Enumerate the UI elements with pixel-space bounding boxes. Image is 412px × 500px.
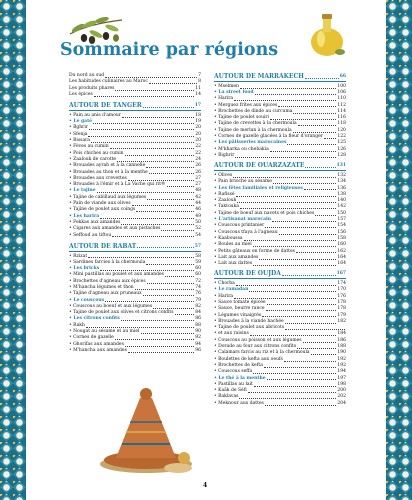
toc-entry-page: 79 — [195, 297, 201, 303]
toc-entry-page: 150 — [337, 210, 346, 216]
toc-entry-page: 20 — [195, 138, 201, 144]
toc-leader-dots — [305, 78, 339, 79]
toc-entry-page: 179 — [337, 312, 346, 318]
toc-entry-label: • Rakh — [69, 322, 85, 328]
toc-entry-label: Les habitudes culinaires au Maroc — [69, 79, 148, 85]
section-heading — [69, 243, 201, 250]
toc-entry-page: 92 — [195, 335, 201, 341]
toc-entry-page: 59 — [195, 259, 201, 265]
section-heading — [214, 73, 346, 80]
toc-entry-page: 52 — [195, 226, 201, 232]
toc-entry-label: • Tajine de cabillaud aux légumes — [69, 194, 147, 200]
toc-entry-page: 50 — [195, 219, 201, 225]
toc-leader-dots — [282, 275, 336, 276]
toc-leader-dots — [135, 289, 195, 290]
toc-entry-label: • Fekkas aux amandes — [69, 219, 121, 225]
toc-entry-page: 82 — [195, 303, 201, 309]
toc-entry-page: 118 — [337, 121, 346, 127]
toc-leader-dots — [305, 167, 335, 168]
toc-leader-dots — [240, 208, 336, 209]
toc-leader-dots — [278, 106, 336, 107]
toc-leader-dots — [248, 392, 337, 393]
toc-leader-dots — [91, 142, 194, 143]
toc-entry-label: • et aux raisins — [214, 331, 249, 337]
toc-leader-dots — [115, 90, 194, 91]
toc-entry-page: 198 — [337, 381, 346, 387]
page-number: 4 — [203, 482, 208, 489]
toc-leader-dots — [250, 335, 337, 336]
toc-leader-dots — [161, 230, 194, 231]
toc-entry-page: 125 — [337, 140, 346, 146]
toc-entry-label: • Sardines farcies à la chermoula — [69, 259, 146, 265]
toc-leader-dots — [121, 224, 194, 225]
toc-entry-page: 11 — [195, 85, 201, 91]
toc-entry-page: 138 — [337, 191, 346, 197]
toc-entry-page: 26 — [195, 163, 201, 169]
toc-entry-label: • M'kharka ou chebakia — [214, 146, 269, 152]
toc-leader-dots — [112, 236, 194, 237]
toc-leader-dots — [110, 148, 195, 149]
toc-entry-label: • Brochettes d'agneau aux épices — [69, 278, 146, 284]
toc-entry-page: 112 — [337, 102, 346, 108]
toc-leader-dots — [88, 136, 194, 137]
toc-entry-label: • Cigares aux amandes et aux pistaches — [69, 226, 161, 232]
section-heading-label: AUTOUR DE MARRAKECH — [214, 72, 304, 80]
toc-entry-label: • Pastillas au lait — [214, 381, 253, 387]
section-heading-label: AUTOUR DE TANGER — [69, 101, 142, 109]
page-title: Sommaire par régions — [60, 40, 279, 60]
toc-entry-label: • Le tajine — [69, 188, 96, 194]
toc-left-column — [69, 73, 201, 354]
toc-entry-page: 114 — [337, 108, 346, 114]
section-heading-label: AUTOUR DE RABAT — [69, 242, 137, 250]
toc-entry-page: 184 — [337, 331, 346, 337]
toc-entry-label: • L'artisanat marocain — [214, 217, 272, 223]
toc-leader-dots — [285, 323, 337, 324]
toc-entry-label: Les produits phares — [69, 85, 115, 91]
toc-entry-label: • Cornes de gazelle — [69, 335, 114, 341]
toc-entry-label: • Bighrir — [214, 152, 235, 158]
toc-leader-dots — [237, 202, 336, 203]
toc-entry-page: 186 — [337, 337, 346, 343]
toc-entry-page: 126 — [337, 146, 346, 152]
toc-entry-page: 190 — [337, 350, 346, 356]
toc-leader-dots — [266, 310, 337, 311]
toc-leader-dots — [239, 398, 336, 399]
toc-leader-dots — [284, 361, 337, 362]
toc-entry-page: 27 — [195, 182, 201, 188]
section-rule — [69, 110, 201, 111]
toc-entry-label: • Baklavas — [214, 394, 239, 400]
toc-entry-page: 158 — [337, 235, 346, 241]
section-heading — [214, 162, 346, 169]
toc-entry-page: 156 — [337, 229, 346, 235]
toc-entry-page: 72 — [195, 278, 201, 284]
section-heading-page: 57 — [194, 243, 201, 249]
toc-entry-page: 142 — [337, 204, 346, 210]
toc-entry-label: • Harira — [214, 96, 234, 102]
toc-entry-label: • Dorade au four aux citrons confits — [214, 344, 297, 350]
toc-leader-dots — [88, 257, 194, 258]
toc-entry-page: 76 — [195, 291, 201, 297]
toc-leader-dots — [298, 125, 337, 126]
toc-entry-label: • Seffoud au tiftou — [69, 232, 112, 238]
toc-leader-dots — [311, 354, 337, 355]
toc-entry-label: • Brouades aux crevettes — [69, 175, 127, 181]
toc-entry-label: • Le couscous — [69, 297, 105, 303]
toc-leader-dots — [293, 113, 336, 114]
toc-entry-label: • Olives — [214, 172, 233, 178]
toc-entry-label: • Taktouka — [214, 204, 239, 210]
toc-entry-page: 74 — [195, 284, 201, 290]
toc-leader-dots — [137, 247, 193, 248]
toc-entry-label: • Tajine d'agneau aux pruneaux — [69, 291, 142, 297]
toc-entry-label: • Les citrons confits — [69, 316, 120, 322]
toc-leader-dots — [287, 144, 336, 145]
toc-leader-dots — [125, 346, 194, 347]
toc-entry — [69, 348, 201, 354]
toc-entry-page: 20 — [195, 131, 201, 137]
toc-leader-dots — [175, 314, 195, 315]
toc-leader-dots — [115, 339, 194, 340]
toc-entry-page: 170 — [337, 287, 346, 293]
toc-leader-dots — [167, 186, 195, 187]
toc-entry-label: • Tajine de poulet aux coings — [69, 207, 136, 213]
toc-leader-dots — [117, 161, 194, 162]
section-rule — [214, 278, 346, 279]
toc-entry-page: 154 — [337, 223, 346, 229]
toc-entry-page: 174 — [337, 281, 346, 287]
toc-leader-dots — [234, 100, 336, 101]
toc-entry-label: • Les fêtes familiales et religieuses — [214, 185, 303, 191]
toc-leader-dots — [121, 320, 195, 321]
toc-leader-dots — [244, 240, 337, 241]
toc-leader-dots — [125, 155, 195, 156]
toc-entry-label: • Sauce, beurre rance — [214, 306, 265, 312]
toc-entry-label: • Couscous printanier — [214, 223, 265, 229]
toc-leader-dots — [94, 96, 194, 97]
toc-entry-label: • Bghrir — [69, 125, 88, 131]
toc-entry-label: • Cornes de gazelle glacées à la fleur d'oranger — [214, 134, 323, 140]
toc-leader-dots — [324, 138, 337, 139]
toc-leader-dots — [253, 373, 336, 374]
toc-entry-page: 22 — [195, 144, 201, 150]
toc-entry-page: 160 — [337, 242, 346, 248]
section-rule — [214, 81, 346, 82]
section-heading-page: 66 — [339, 73, 346, 79]
toc-entry-page: 122 — [337, 134, 346, 140]
toc-entry-page: 136 — [337, 185, 346, 191]
toc-leader-dots — [97, 192, 195, 193]
toc-leader-dots — [146, 167, 194, 168]
toc-entry-page: 134 — [337, 179, 346, 185]
toc-entry-page: 7 — [198, 73, 201, 78]
toc-leader-dots — [279, 234, 337, 235]
toc-leader-dots — [100, 218, 194, 219]
toc-leader-dots — [267, 304, 337, 305]
toc-leader-dots — [267, 379, 337, 380]
toc-entry-label: • Pain de viande aux olives — [69, 201, 131, 207]
toc-leader-dots — [265, 405, 337, 406]
toc-entry-page: 120 — [337, 127, 346, 133]
toc-entry-page: 178 — [337, 299, 346, 305]
toc-entry-label: • Lait aux dattes — [214, 261, 253, 267]
toc-entry-page: 94 — [195, 341, 201, 347]
toc-entry-page: 164 — [337, 261, 346, 267]
toc-entry-label: • Zaalouk — [214, 198, 237, 204]
toc-entry-page: 110 — [337, 96, 346, 102]
toc-leader-dots — [122, 117, 194, 118]
toc-entry-page: 204 — [337, 400, 346, 406]
toc-entry-page: 20 — [195, 125, 201, 131]
toc-entry-label: • Kaaboussa — [214, 235, 243, 241]
toc-entry-label: • La street food — [214, 89, 254, 95]
toc-leader-dots — [315, 215, 336, 216]
toc-leader-dots — [253, 246, 337, 247]
toc-entry-label: • Tajine de merlan à la chermoula — [214, 127, 292, 133]
toc-leader-dots — [270, 151, 337, 152]
toc-entry-label: • Tajine de boeuf aux navets et pois chiches — [214, 210, 315, 216]
toc-leader-dots — [262, 316, 336, 317]
toc-leader-dots — [234, 298, 336, 299]
toc-leader-dots — [304, 189, 337, 190]
toc-entry-page: 162 — [337, 248, 346, 254]
toc-entry-page: 178 — [337, 306, 346, 312]
toc-leader-dots — [86, 327, 194, 328]
toc-entry-label: • Mselmen — [214, 83, 239, 89]
toc-entry-label: • Pois chiches au cumin — [69, 150, 124, 156]
toc-entry-label: • Le thé à la menthe — [214, 375, 266, 381]
toc-entry-label: • Nougat au sésame et au miel — [69, 329, 140, 335]
toc-entry-label: • Tajine de crevettes à la chermoula — [214, 121, 297, 127]
toc-entry-label: • Zaalouk de carotte — [69, 156, 117, 162]
toc-entry-label: • Sauce tomate épicée — [214, 299, 266, 305]
toc-entry — [214, 401, 346, 407]
toc-entry-page: 18 — [195, 112, 201, 118]
toc-entry-label: • Les pâtisseries marocaines — [214, 140, 287, 146]
toc-leader-dots — [254, 386, 337, 387]
toc-leader-dots — [147, 199, 194, 200]
toc-entry-page: 42 — [195, 194, 201, 200]
toc-entry-page: 86 — [195, 316, 201, 322]
toc-entry-page: 60 — [195, 272, 201, 278]
toc-leader-dots — [146, 264, 194, 265]
toc-entry-label: • Brouades ayrah et à la cannelle — [69, 163, 146, 169]
toc-entry-label: • Brochettes de dinde au curcuma — [214, 108, 293, 114]
left-mosaic-border — [0, 0, 26, 500]
toc-entry-page: 54 — [195, 232, 201, 238]
toc-entry-page: 176 — [337, 293, 346, 299]
section-rule — [69, 251, 201, 252]
toc-entry-page: 192 — [337, 362, 346, 368]
toc-leader-dots — [297, 348, 336, 349]
toc-leader-dots — [264, 367, 337, 368]
toc-leader-dots — [132, 205, 195, 206]
toc-leader-dots — [236, 196, 337, 197]
toc-leader-dots — [136, 211, 194, 212]
toc-entry-label: • Tajine de poulet aux abricots — [214, 325, 285, 331]
toc-entry-page: 46 — [195, 207, 201, 213]
toc-entry-page: 14 — [195, 91, 201, 97]
toc-entry-page: 116 — [337, 115, 346, 121]
toc-leader-dots — [272, 221, 336, 222]
toc-entry-label: • Le gaté — [69, 119, 93, 125]
toc-entry-label: • Les bricks — [69, 266, 100, 272]
toc-leader-dots — [89, 129, 194, 130]
toc-entry-page: 26 — [195, 169, 201, 175]
toc-entry-label: • Légumes vinaigrés — [214, 312, 262, 318]
toc-leader-dots — [100, 270, 194, 271]
toc-entry-page: 100 — [337, 83, 346, 89]
toc-leader-dots — [273, 183, 336, 184]
toc-leader-dots — [128, 180, 194, 181]
toc-entry-page: 49 — [195, 213, 201, 219]
toc-entry-label: Les épices — [69, 91, 93, 97]
toc-entry-page: 22 — [195, 150, 201, 156]
toc-entry-label: • Lait aux amandes — [214, 254, 259, 260]
toc-entry-page: 8 — [198, 79, 201, 85]
section-heading-page: 167 — [336, 271, 346, 277]
toc-entry-label: • Boules au miel — [214, 242, 252, 248]
toc-entry-label: • Meknour aux dattes — [214, 400, 264, 406]
toc-entry-page: 200 — [337, 388, 346, 394]
toc-leader-dots — [143, 107, 194, 108]
toc-entry-label: • Calamars farcis au riz et à la chermoula — [214, 350, 310, 356]
toc-entry-page: 197 — [337, 375, 346, 381]
toc-leader-dots — [149, 173, 195, 174]
toc-entry-label: • Bissara — [69, 138, 90, 144]
toc-leader-dots — [128, 352, 194, 353]
toc-entry-label: • Fèves au cumin — [69, 144, 109, 150]
toc-entry-label: • Le ramadan — [214, 287, 249, 293]
toc-leader-dots — [236, 285, 337, 286]
toc-leader-dots — [255, 94, 337, 95]
toc-leader-dots — [296, 252, 336, 253]
toc-entry-page: 202 — [337, 394, 346, 400]
toc-entry-label: • Harira — [214, 293, 234, 299]
section-heading-label: AUTOUR DE OUARZAZATE — [214, 161, 305, 169]
section-rule — [214, 170, 346, 171]
toc-leader-dots — [147, 283, 195, 284]
toc-entry-page: 140 — [337, 198, 346, 204]
toc-leader-dots — [293, 132, 337, 133]
toc-entry-label: • Ghorifas aux amandes — [69, 341, 124, 347]
toc-entry-label: • Couscous tfaya à l'agneau — [214, 229, 278, 235]
toc-entry-label: • Petits gâteaux en forme de dattes — [214, 248, 295, 254]
toc-entry-page: 128 — [337, 152, 346, 158]
toc-leader-dots — [270, 119, 336, 120]
toc-entry-page: 188 — [337, 344, 346, 350]
oil-bottle-illustration — [306, 12, 348, 58]
toc-entry-label: • Tajine de poulet souiri — [214, 115, 269, 121]
toc-entry-label: • Brouades à la viande hachée — [214, 318, 284, 324]
toc-entry-page: 164 — [337, 254, 346, 260]
toc-entry-page: 96 — [195, 347, 201, 353]
toc-entry-label: • Rafissé — [214, 191, 235, 197]
toc-leader-dots — [165, 276, 194, 277]
toc-entry-label: • M'hancha légumes et thon — [69, 284, 134, 290]
toc-leader-dots — [141, 333, 195, 334]
toc-entry-page: 27 — [195, 175, 201, 181]
toc-leader-dots — [265, 227, 336, 228]
toc-entry-label: • Couscous au boeuf et aux légumes — [69, 303, 153, 309]
toc-entry-label: • Tajine de poulet aux olives et citrons confits — [69, 310, 174, 316]
toc-leader-dots — [105, 77, 197, 78]
toc-leader-dots — [240, 88, 336, 89]
toc-entry-page: 84 — [195, 310, 201, 316]
toc-leader-dots — [153, 308, 194, 309]
toc-entry-label: • Brochettes de kefta — [214, 362, 263, 368]
toc-entry-label: Du nord au sud — [69, 73, 105, 78]
toc-leader-dots — [253, 265, 336, 266]
toc-entry-page: 182 — [337, 318, 346, 324]
toc-entry-page: 58 — [195, 253, 201, 259]
toc-entry-page: 157 — [337, 217, 346, 223]
toc-entry-label: • Rzizat — [69, 253, 88, 259]
toc-entry-label: • Chorba — [214, 281, 235, 287]
toc-entry-label: • Pain brioche au sésame — [214, 179, 272, 185]
toc-entry-label: • Les harira — [69, 213, 100, 219]
toc-entry-page: 106 — [337, 89, 346, 95]
toc-leader-dots — [285, 329, 345, 330]
toc-entry-label: • M'hancha aux amandes — [69, 347, 127, 353]
toc-leader-dots — [259, 259, 336, 260]
toc-entry-page: 60 — [195, 266, 201, 272]
toc-leader-dots — [303, 342, 337, 343]
toc-entry-label: • Boulettes de kefta aux oeufs — [214, 356, 283, 362]
section-heading-page: 131 — [336, 162, 346, 168]
toc-leader-dots — [143, 295, 195, 296]
toc-leader-dots — [149, 83, 197, 84]
toc-right-column — [214, 73, 346, 407]
toc-entry-page: 90 — [195, 329, 201, 335]
section-heading-page: 17 — [194, 102, 201, 108]
toc-entry-page: 194 — [337, 369, 346, 375]
toc-leader-dots — [235, 157, 336, 158]
toc-entry-label: • Sfenja — [69, 131, 88, 137]
toc-entry-label: • Pain au anis d'amour — [69, 112, 121, 118]
toc-entry-label: • Mini pastillas au poulet et aux amandes — [69, 272, 164, 278]
toc-entry-label: • Brouades au thon et à la menthe — [69, 169, 148, 175]
toc-entry-label: • Brouades à l'émir et à La Vache qui rit® — [69, 182, 166, 188]
section-heading — [214, 270, 346, 277]
toc-entry-label: • Merguez frites aux épices — [214, 102, 278, 108]
toc-entry-page: 48 — [195, 188, 201, 194]
toc-leader-dots — [105, 301, 194, 302]
right-mosaic-border — [386, 0, 412, 500]
toc-entry-page: 88 — [195, 322, 201, 328]
toc-entry-page: 44 — [195, 201, 201, 207]
toc-entry-label: • Couscous au poisson et aux légumes — [214, 337, 302, 343]
section-heading-label: AUTOUR DE OUJDA — [214, 270, 281, 278]
toc-leader-dots — [249, 291, 336, 292]
toc-entry-label: • Couscous seffa — [214, 369, 253, 375]
toc-entry-label: • Kaâk de Séfi — [214, 388, 247, 394]
toc-leader-dots — [93, 123, 194, 124]
section-heading — [69, 102, 201, 109]
tagine-illustration — [96, 384, 196, 476]
toc-leader-dots — [233, 177, 336, 178]
toc-entry-page: 19 — [195, 119, 201, 125]
toc-entry-page: 192 — [337, 356, 346, 362]
toc-entry-page: 24 — [195, 156, 201, 162]
toc-entry-page: 132 — [337, 172, 346, 178]
